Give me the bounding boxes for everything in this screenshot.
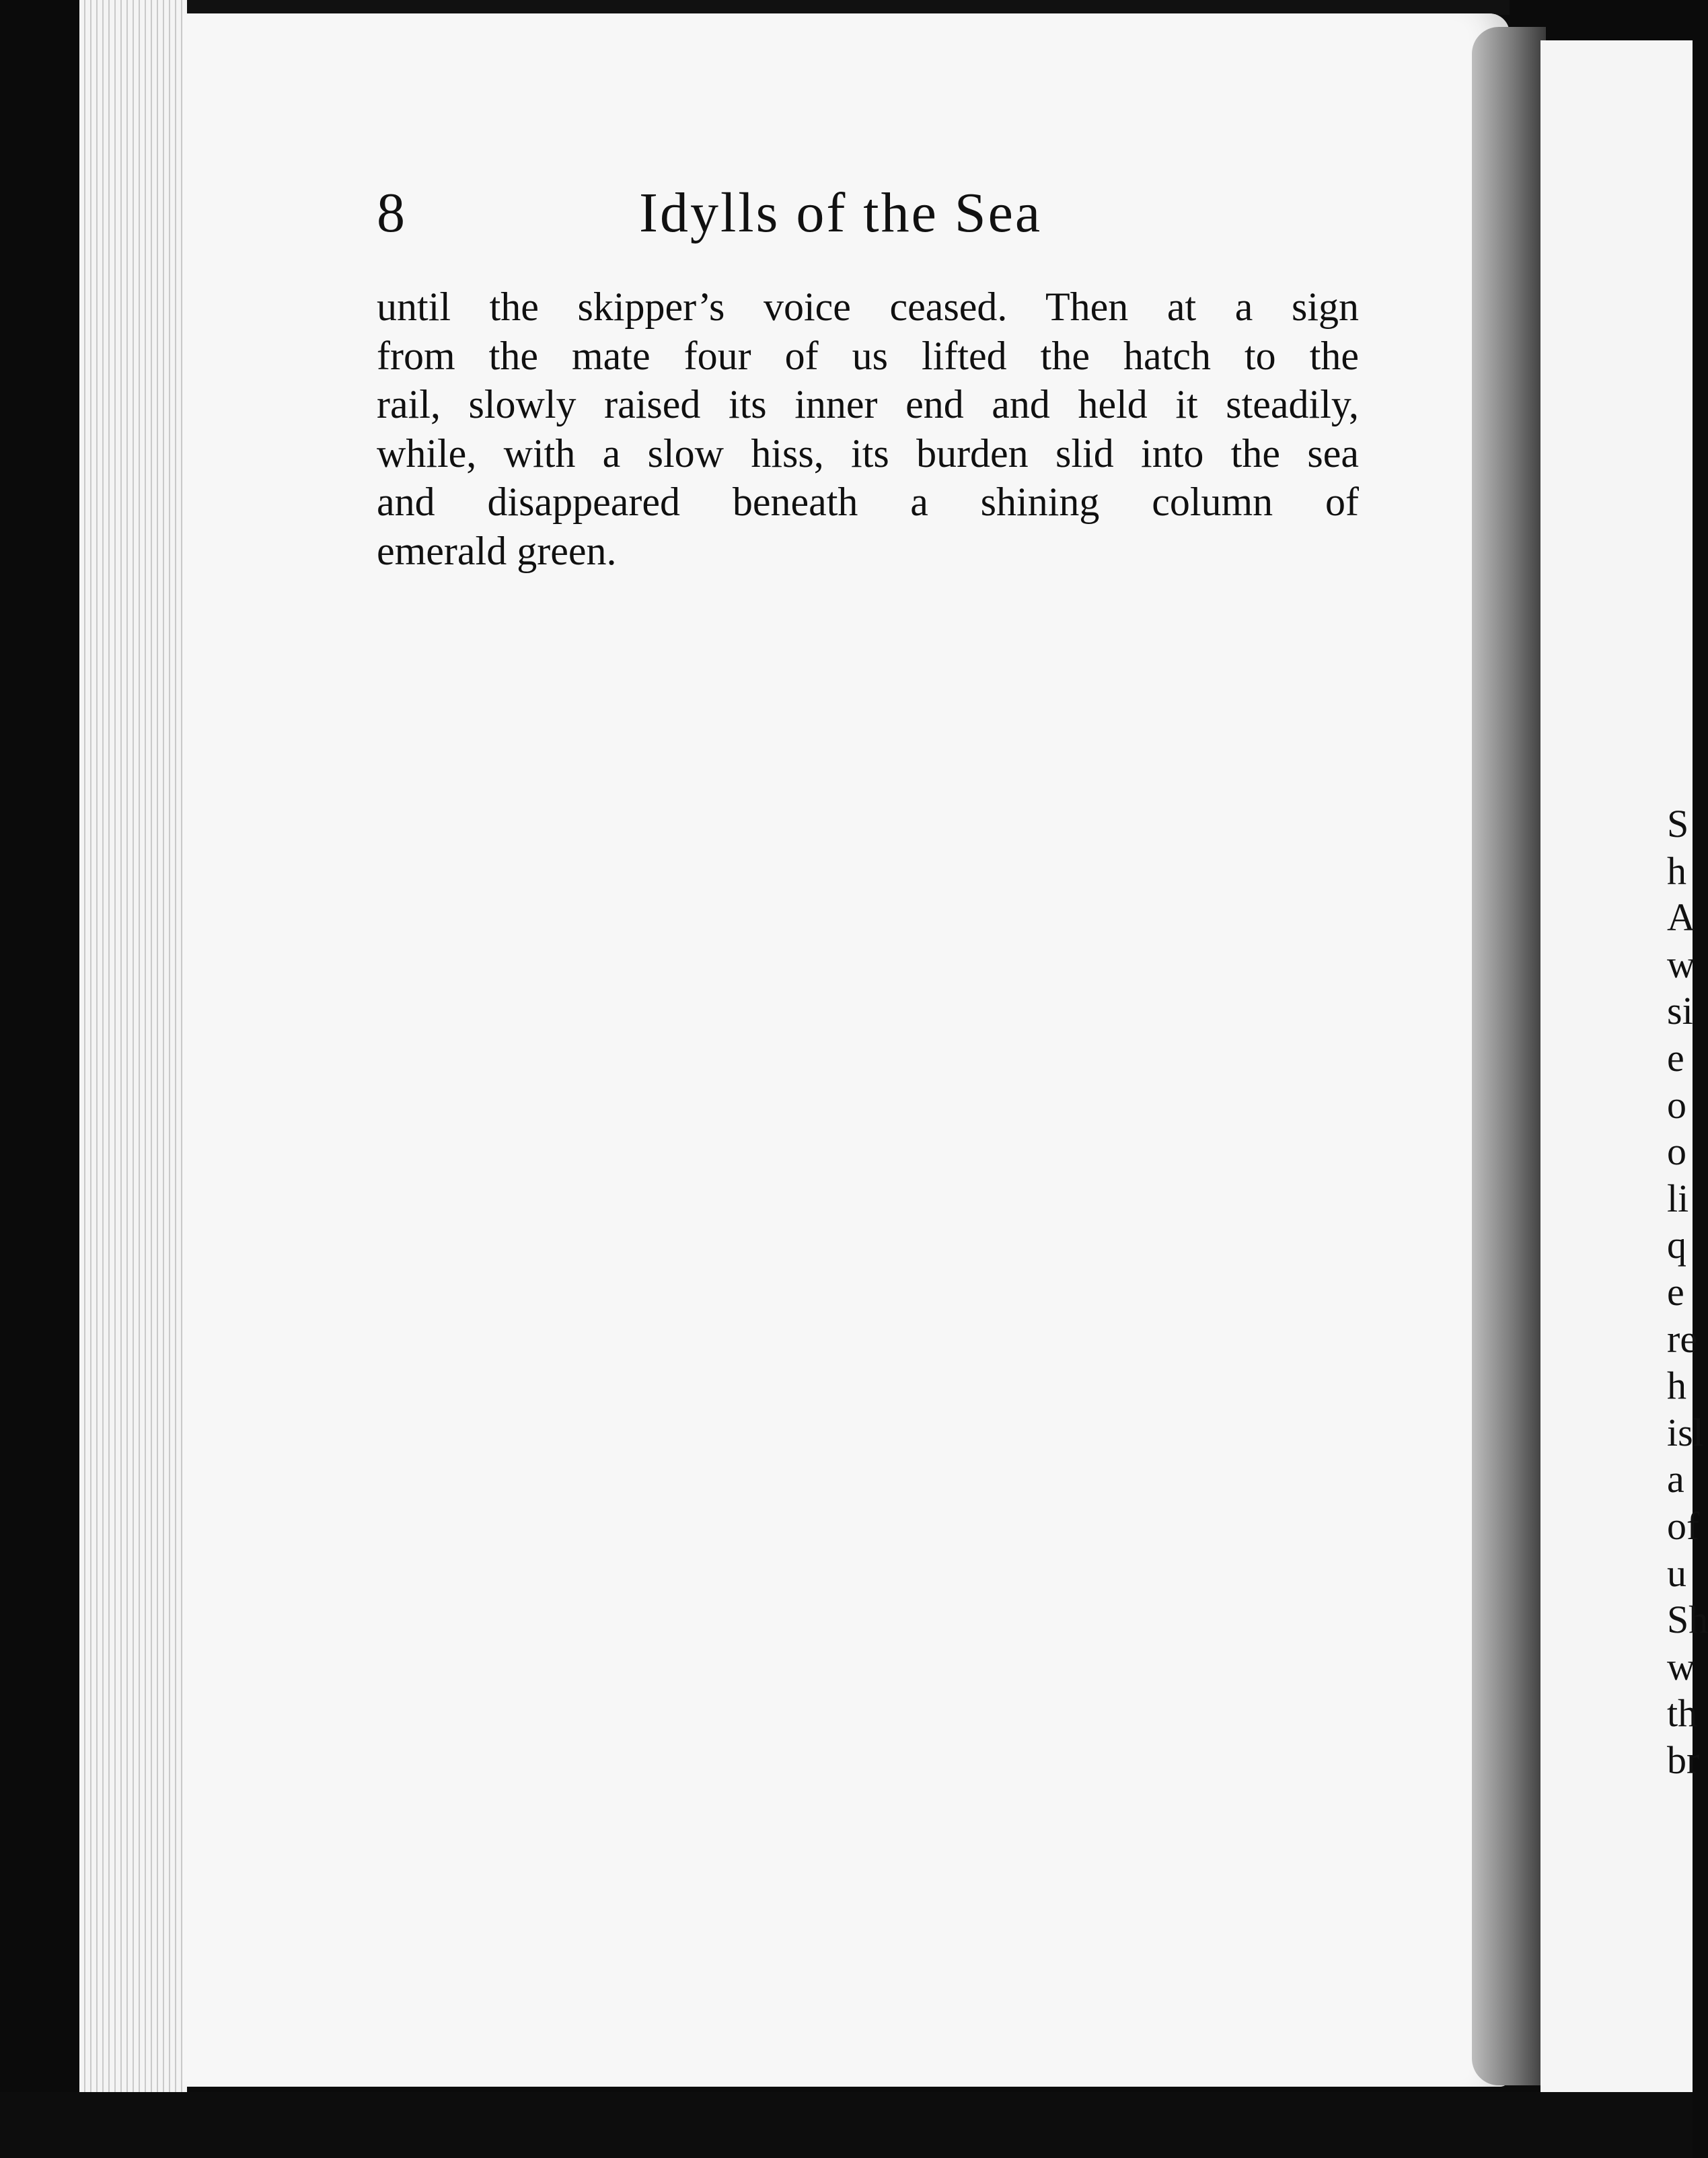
stacked-page-edges <box>79 0 187 2112</box>
facing-line-fragment: br <box>1667 1738 1700 1782</box>
facing-line-fragment: li <box>1667 1176 1689 1220</box>
running-head <box>377 176 1372 250</box>
book-gutter <box>1472 27 1546 2085</box>
scan-border-top <box>183 0 1510 15</box>
page-number: 8 <box>377 182 405 244</box>
facing-line-fragment: o <box>1667 1129 1686 1174</box>
running-title: Idylls of the Sea <box>639 182 1043 244</box>
text-line: while, with a slow hiss, its burden slid into the sea <box>377 431 1359 476</box>
text-line: rail, slowly raised its inner end and held it steadily, <box>377 382 1359 426</box>
facing-line-fragment: of <box>1667 1503 1700 1548</box>
facing-line-fragment: q <box>1667 1223 1686 1267</box>
scan-border-bottom <box>0 2092 1693 2158</box>
facing-line-fragment: A <box>1667 895 1695 940</box>
facing-line-fragment: th <box>1667 1691 1698 1736</box>
body-paragraph <box>377 283 1359 575</box>
facing-page-text <box>1667 801 1708 1783</box>
text-line: emerald green. <box>377 528 617 573</box>
facing-line-fragment: si <box>1667 989 1693 1033</box>
facing-line-fragment: Sh <box>1667 1598 1708 1642</box>
facing-line-fragment: o <box>1667 1082 1686 1127</box>
facing-line-fragment: e <box>1667 1269 1684 1314</box>
facing-line-fragment: e <box>1667 1035 1684 1080</box>
facing-line-fragment: h <box>1667 848 1686 893</box>
facing-line-fragment: h <box>1667 1364 1686 1408</box>
text-line: and disappeared beneath a shining column of <box>377 480 1359 524</box>
facing-line-fragment: a <box>1667 1457 1684 1501</box>
text-line: until the skipper’s voice ceased. Then at a sign <box>377 285 1359 329</box>
facing-line-fragment: isl <box>1667 1410 1704 1454</box>
facing-line-fragment: w <box>1667 1644 1695 1688</box>
facing-line-fragment: w <box>1667 942 1695 986</box>
facing-line-fragment: u <box>1667 1551 1686 1595</box>
text-line: from the mate four of us lifted the hatch to the <box>377 333 1359 378</box>
facing-line-fragment: S <box>1667 802 1689 846</box>
facing-line-fragment: re <box>1667 1316 1698 1361</box>
